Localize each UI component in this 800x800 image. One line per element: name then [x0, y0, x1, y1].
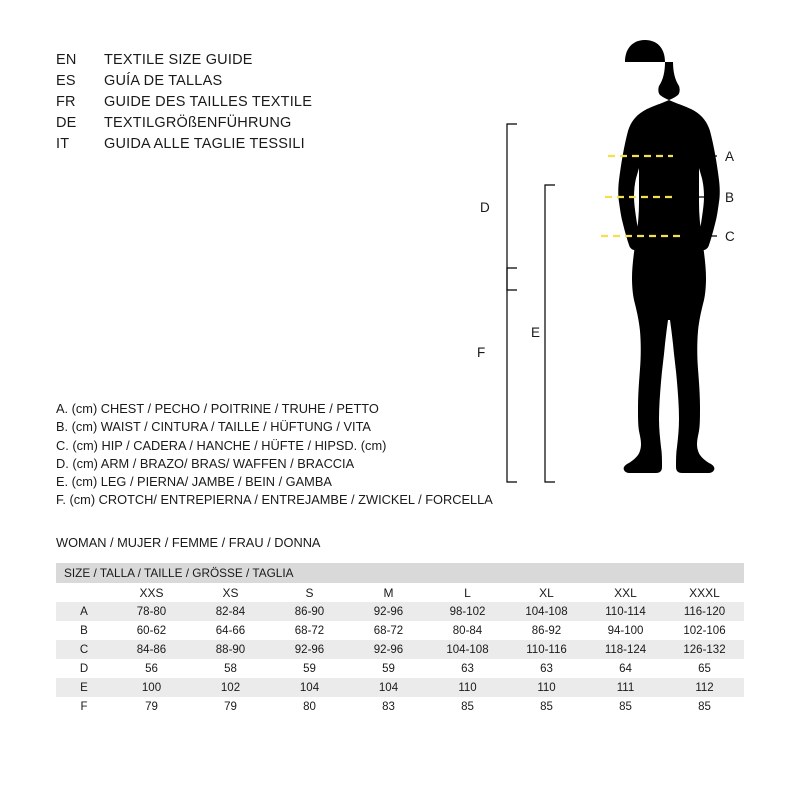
col-head-l: L [428, 583, 507, 602]
row-label-c: C [56, 640, 112, 659]
cell-f-xxs: 79 [112, 697, 191, 716]
cell-c-xs: 88-90 [191, 640, 270, 659]
cell-e-s: 104 [270, 678, 349, 697]
cell-b-xxl: 94-100 [586, 621, 665, 640]
cell-f-m: 83 [349, 697, 428, 716]
figure-svg [455, 20, 785, 520]
cell-a-xl: 104-108 [507, 602, 586, 621]
cell-e-xxl: 111 [586, 678, 665, 697]
cell-a-m: 92-96 [349, 602, 428, 621]
table-row [56, 678, 744, 697]
title-row [56, 115, 476, 135]
cell-f-xs: 79 [191, 697, 270, 716]
title-lang-code: DE [56, 115, 77, 131]
col-head-s: S [270, 583, 349, 602]
cell-b-l: 80-84 [428, 621, 507, 640]
title-row [56, 136, 476, 156]
cell-c-xl: 110-116 [507, 640, 586, 659]
cell-b-s: 68-72 [270, 621, 349, 640]
cell-d-xxxl: 65 [665, 659, 744, 678]
title-lang-text: TEXTILGRÖßENFÜHRUNG [104, 115, 292, 131]
cell-d-xxl: 64 [586, 659, 665, 678]
gender-label: WOMAN / MUJER / FEMME / FRAU / DONNA [56, 535, 321, 550]
cell-c-s: 92-96 [270, 640, 349, 659]
table-row [56, 697, 744, 716]
cell-d-xxs: 56 [112, 659, 191, 678]
legend-line-f: F. (cm) CROTCH/ ENTREPIERNA / ENTREJAMBE / ZWICKEL / FORCELLA [56, 492, 493, 508]
title-lang-text: GUIDE DES TAILLES TEXTILE [104, 94, 313, 110]
cell-f-xxxl: 85 [665, 697, 744, 716]
title-row [56, 94, 476, 114]
col-head-xxl: XXL [586, 583, 665, 602]
marker-e: E [531, 325, 541, 340]
cell-f-l: 85 [428, 697, 507, 716]
col-head-xxs: XXS [112, 583, 191, 602]
title-lang-text: GUIDA ALLE TAGLIE TESSILI [104, 136, 305, 152]
cell-a-xxs: 78-80 [112, 602, 191, 621]
title-lang-code: IT [56, 136, 70, 152]
table-row [56, 640, 744, 659]
cell-d-m: 59 [349, 659, 428, 678]
cell-d-l: 63 [428, 659, 507, 678]
marker-c: C [725, 229, 735, 244]
body-figure [455, 20, 785, 520]
cell-f-xxl: 85 [586, 697, 665, 716]
title-row [56, 73, 476, 93]
woman-silhouette-icon [618, 40, 720, 473]
col-head-xxxl: XXXL [665, 583, 744, 602]
row-label-e: E [56, 678, 112, 697]
table-row [56, 602, 744, 621]
col-head-xs: XS [191, 583, 270, 602]
title-lang-code: FR [56, 94, 76, 110]
legend-line-e: E. (cm) LEG / PIERNA/ JAMBE / BEIN / GAMBA [56, 474, 332, 490]
cell-e-l: 110 [428, 678, 507, 697]
cell-d-xs: 58 [191, 659, 270, 678]
cell-c-xxl: 118-124 [586, 640, 665, 659]
cell-e-xs: 102 [191, 678, 270, 697]
table-row [56, 621, 744, 640]
bracket-e [545, 185, 555, 482]
marker-b: B [725, 190, 735, 205]
table-header-row [56, 563, 744, 583]
cell-b-m: 68-72 [349, 621, 428, 640]
legend-line-d: D. (cm) ARM / BRAZO/ BRAS/ WAFFEN / BRACCIA [56, 455, 355, 471]
row-label-b: B [56, 621, 112, 640]
cell-c-xxxl: 126-132 [665, 640, 744, 659]
title-lang-text: TEXTILE SIZE GUIDE [104, 52, 253, 68]
title-lang-text: GUÍA DE TALLAS [104, 73, 223, 89]
cell-e-xl: 110 [507, 678, 586, 697]
cell-c-m: 92-96 [349, 640, 428, 659]
marker-f: F [477, 345, 486, 360]
title-row [56, 52, 476, 72]
row-label-f: F [56, 697, 112, 716]
row-label-a: A [56, 602, 112, 621]
cell-e-xxs: 100 [112, 678, 191, 697]
cell-f-xl: 85 [507, 697, 586, 716]
cell-a-xxl: 110-114 [586, 602, 665, 621]
cell-c-l: 104-108 [428, 640, 507, 659]
cell-e-xxxl: 112 [665, 678, 744, 697]
col-head-m: M [349, 583, 428, 602]
cell-e-m: 104 [349, 678, 428, 697]
cell-b-xl: 86-92 [507, 621, 586, 640]
marker-a: A [725, 149, 735, 164]
title-lang-code: EN [56, 52, 77, 68]
cell-c-xxs: 84-86 [112, 640, 191, 659]
legend-line-a: A. (cm) CHEST / PECHO / POITRINE / TRUHE / PETTO [56, 401, 379, 416]
table-header-label: SIZE / TALLA / TAILLE / GRÖSSE / TAGLIA [56, 563, 744, 583]
cell-a-s: 86-90 [270, 602, 349, 621]
marker-d: D [480, 200, 490, 215]
cell-a-l: 98-102 [428, 602, 507, 621]
bracket-d [507, 124, 517, 290]
cell-f-s: 80 [270, 697, 349, 716]
col-head-xl: XL [507, 583, 586, 602]
size-table [56, 563, 744, 716]
cell-b-xxs: 60-62 [112, 621, 191, 640]
table-row [56, 659, 744, 678]
cell-d-xl: 63 [507, 659, 586, 678]
cell-b-xxxl: 102-106 [665, 621, 744, 640]
cell-a-xs: 82-84 [191, 602, 270, 621]
legend-line-b: B. (cm) WAIST / CINTURA / TAILLE / HÜFTUNG / VITA [56, 419, 371, 435]
cell-b-xs: 64-66 [191, 621, 270, 640]
table-column-row [56, 583, 744, 602]
cell-d-s: 59 [270, 659, 349, 678]
title-lang-code: ES [56, 73, 76, 89]
title-block [56, 52, 476, 157]
bracket-f [507, 268, 517, 482]
cell-a-xxxl: 116-120 [665, 602, 744, 621]
row-label-d: D [56, 659, 112, 678]
legend-line-c: C. (cm) HIP / CADERA / HANCHE / HÜFTE / HIPSD. (cm) [56, 437, 387, 453]
col-head-blank [56, 583, 112, 602]
